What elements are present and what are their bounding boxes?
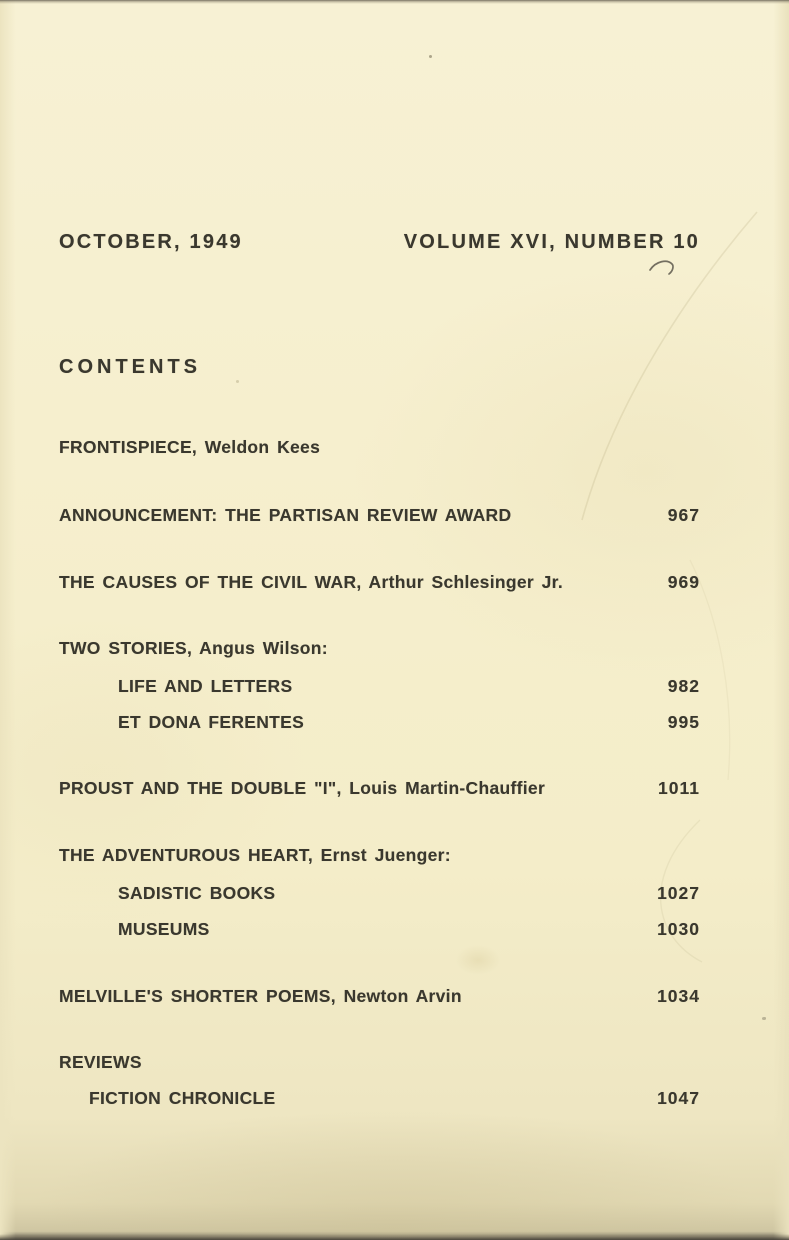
toc-entry-label: FICTION CHRONICLE [89,1088,276,1108]
toc-entry-page: 1027 [657,883,700,903]
toc-entry-page: 1011 [658,778,700,798]
toc-entry-label: MELVILLE'S SHORTER POEMS, Newton Arvin [59,986,462,1006]
toc-entry-label: REVIEWS [59,1052,142,1072]
toc-entry-page: 969 [667,572,700,592]
toc-entry-page: 1034 [657,986,700,1006]
page-content [59,0,700,1108]
toc-entry-page: 995 [667,712,700,732]
toc-entry [59,638,700,658]
toc-entry-label: FRONTISPIECE, Weldon Kees [59,437,321,457]
toc-entry-label: SADISTIC BOOKS [118,883,276,903]
contents-heading: CONTENTS [59,356,201,378]
toc-entry-page: 1030 [657,919,700,939]
masthead [59,231,700,253]
issue-date: OCTOBER, 1949 [59,231,243,253]
toc-entry [59,676,700,696]
toc-entry [59,1088,700,1108]
toc-entry [59,986,700,1006]
toc-entry [59,883,700,903]
toc-entry [59,712,700,732]
toc-entry [59,572,700,592]
toc-entry-label: ANNOUNCEMENT: THE PARTISAN REVIEW AWARD [59,505,512,525]
toc-entry-label: THE CAUSES OF THE CIVIL WAR, Arthur Schlesinger Jr. [59,572,563,592]
toc-entry [59,505,700,525]
toc-entry-label: THE ADVENTUROUS HEART, Ernst Juenger: [59,845,451,865]
toc-entry [59,437,700,457]
toc-entry [59,1052,700,1072]
toc-entry-label: MUSEUMS [118,919,210,939]
toc-entry [59,919,700,939]
toc-entry [59,778,700,798]
toc-entry-page: 1047 [657,1088,700,1108]
toc-entry [59,845,700,865]
toc-entry-label: ET DONA FERENTES [118,712,305,732]
toc-entry-label: PROUST AND THE DOUBLE "I", Louis Martin-Chauffier [59,778,546,798]
toc-entry-label: LIFE AND LETTERS [118,676,293,696]
scan-edge-bottom [0,1234,789,1240]
toc-entry-page: 967 [667,505,700,525]
scan-speck [762,1017,766,1020]
volume-number: VOLUME XVI, NUMBER 10 [403,231,700,253]
toc-entry-label: TWO STORIES, Angus Wilson: [59,638,328,658]
toc-entry-page: 982 [667,676,700,696]
